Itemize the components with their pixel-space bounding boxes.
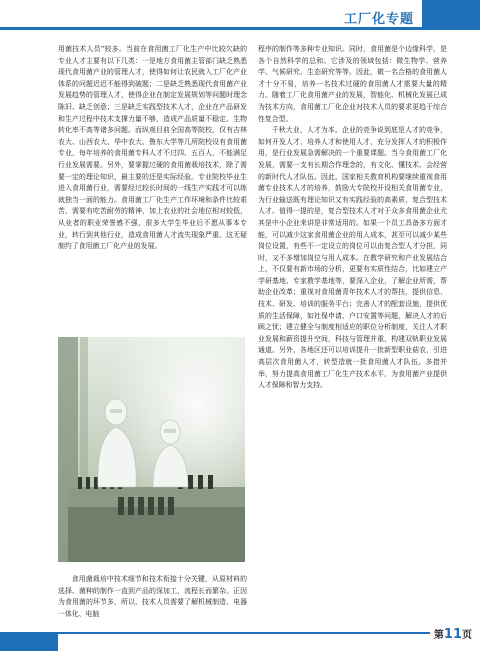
right-paragraph-1: 程序的制作等多种专业知识。同时，食用菌是个边缘科学，是各个自然科学的总和。它涉及的领域包括：微生物学、营养学、气候研究、生态研究等等。因此，做一名合格的食用菌人才十分不易，培养一名技术过硬的食用菌人才需要大量的精力。随着工厂化食用菌产业的发展，智能化、机械化发展已成为技术方向，食用菌工厂化企业对技术人员的要求更趋于综合性复合型。 <box>258 45 447 123</box>
section-title: 工厂化专题 <box>343 12 414 27</box>
page-number <box>434 626 472 642</box>
footer-tab <box>0 632 58 651</box>
left-column <box>58 44 247 253</box>
cleanroom-photo-icon <box>58 337 245 562</box>
page-number-value: 11 <box>443 627 462 642</box>
factory-workers-photo <box>58 337 245 562</box>
left-column-bottom <box>58 574 247 620</box>
footer-rule <box>0 632 430 634</box>
right-column <box>258 44 447 392</box>
page-suffix: 页 <box>462 630 472 641</box>
page-prefix: 第 <box>433 630 444 641</box>
right-paragraph-2: 千秋大业，人才为本。企业的竞争说到底是人才的竞争，如何开发人才、培养人才和使用人才，充分发挥人才的积极作用，是行业发展急需解决的一个重要课题。当今食用菌工厂化发展，需要一支有长期合作理念的，有文化、懂技术、会经营的新时代人才队伍。因此，国家相关教育机构要继续重视食用菌专业技术人才的培养，鼓励大专院校开设相关食用菌专业，为行业输送既有理论知识又有实践经验的高素质、复合型技术人才。值得一提的是，复合型技术人才对于众多食用菌企业尤其是中小企业来讲是非常适用的。如果一个员工具备多方面才能，可以减少这家食用菌企业的用人成本，甚至可以减少某些岗位设置，有些不一定设立的岗位可以由复合型人才分担，同时，又不多增加岗位与用人成本。在教学研究和产业发展结合上，不仅要有新市场的分析，更要有实质性结合，比如建立产学研基地、专家教学基地等，要深入企业，了解企业所需，帮助企业改革；重视对食用菌青年技术人才的帮扶，提供信息、技术、研发、培训的服务平台；完善人才的配套设施，提供优质的生活保障，如社保申请、户口安置等问题，解决人才的后顾之忧；建立健全与制度相适应的职位分析制度，关注人才职业发展和薪资提升空间，科技与管理并重，构建双轨职业发展通道。另外，各地区还可以培训提升一批新型职业菇农，引进高层次食用菌人才，转型造就一批食用菌人才队伍。多措并举，努力提高食用菌工厂化生产技术水平，为食用菌产业提供人才保障和智力支持。 <box>258 126 447 390</box>
header-tab <box>422 0 480 30</box>
header-rule <box>0 27 480 30</box>
left-paragraph-2: 食用菌栽培中技术细节和技术衔接十分关键，从原材料的选择、菌种的制作一直到产品的深加工，流程长而繁杂。正因为食用菌的环节多，所以，技术人员需要了解机械制造、电器一体化、电脑 <box>58 575 247 618</box>
left-paragraph-1: 用菌技术人员”较多。当前在食用菌工厂化生产中比较欠缺的专业人才主要有以下几类：一是地方食用菌主管部门缺乏熟悉现代食用菌产业的管理人才，使得如何让农民就入工厂化产业体系的问题迟迟不能得到破题；二是缺乏熟悉现代食用菌产业发展趋势的管理人才，使得企业在制定发展规划等问题时理念陈旧、缺乏创意；三是缺乏实践型技术人才，企业在产品研发和生产过程中技术支撑力量不够，造成产品质量不稳定、生物转化率不高等诸多问题。而纵观目前全国高等院校，仅有吉林农大、山西农大、华中农大、鲁东大学等几所院校设有食用菌专业，每年培养的食用菌专科人才不过四、五百人，不能满足行业发展需要。另外，要掌握过硬的食用菌栽培技术，除了需要一定的理论知识，最主要的还是实际经验。专业院校毕业生进入食用菌行业，需要经过较长时间的一线生产实践才可以练就独当一面的能力。食用菌工厂化生产工作环境和条件比较艰苦，需要有吃苦耐劳的精神，加上农业的社会地位相对较低，从业者的职业荣誉感不强，很多大学生毕业后不愿从事本专业，转行到其他行业，造成食用菌人才流失现象严重。这无疑制约了食用菌工厂化产业的发展。 <box>58 45 247 251</box>
